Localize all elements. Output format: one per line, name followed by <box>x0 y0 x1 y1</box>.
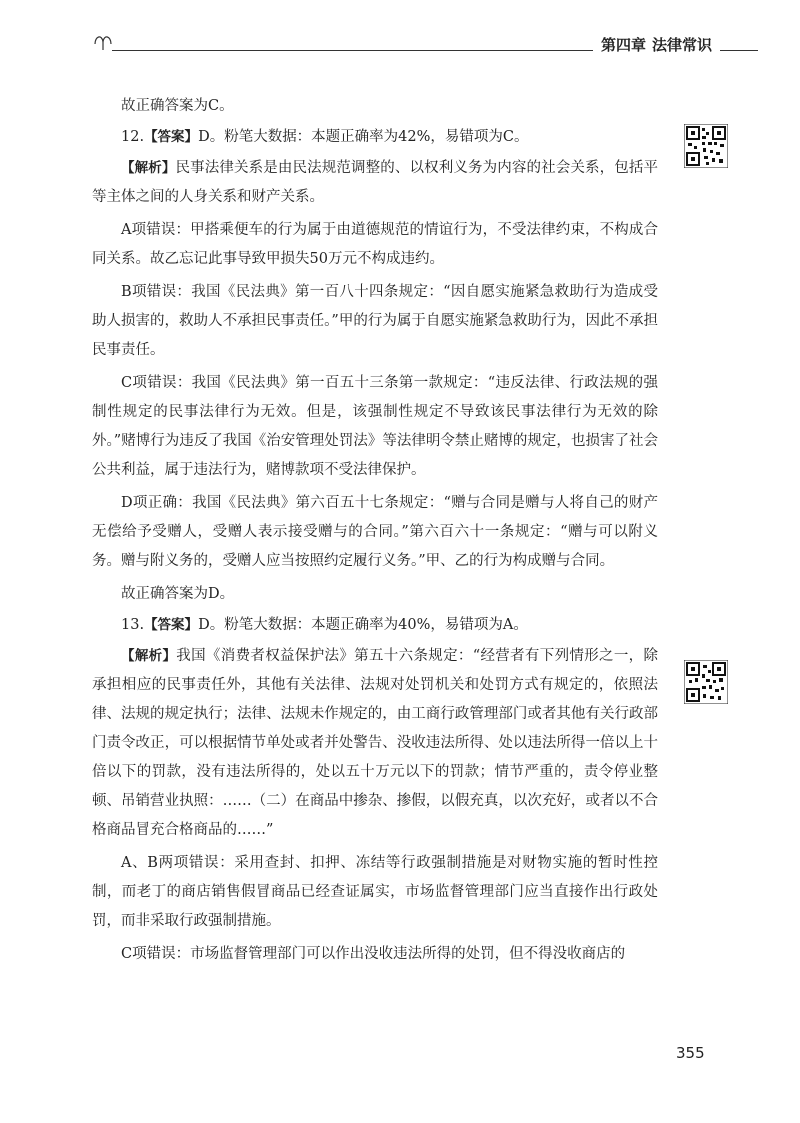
chapter-heading <box>593 34 720 55</box>
chapter-label: 第四章 <box>600 36 646 54</box>
answer-text: D。粉笔大数据：本题正确率为42%，易错项为C。 <box>198 129 529 145</box>
option-a-explanation: A项错误：甲搭乘便车的行为属于由道德规范的情谊行为，不受法律约束，不构成合同关系。故乙忘记此事导致甲损失50万元不构成违约。 <box>92 222 658 267</box>
question-13-answer <box>92 611 658 640</box>
qr-code-graphic <box>684 124 728 168</box>
option-b-explanation: B项错误：我国《民法典》第一百八十四条规定：“因自愿实施紧急救助行为造成受助人损害的，救助人不承担民事责任。”甲的行为属于自愿实施紧急救助行为，因此不承担民事责任。 <box>92 284 658 358</box>
option-c-explanation: C项错误：市场监督管理部门可以作出没收违法所得的处罚，但不得没收商店的 <box>121 946 626 962</box>
answer-tag: 【答案】 <box>144 617 199 633</box>
question-number: 13. <box>121 617 145 633</box>
question-number: 12. <box>121 129 145 145</box>
analysis-tag: 【解析】 <box>121 160 176 176</box>
answer-tag: 【答案】 <box>144 129 199 145</box>
qr-code-icon[interactable] <box>684 660 728 704</box>
question-12-conclusion: 故正确答案为D。 <box>121 586 235 602</box>
answer-text: D。粉笔大数据：本题正确率为40%，易错项为A。 <box>198 617 528 633</box>
option-ab-explanation: A、B两项错误：采用查封、扣押、冻结等行政强制措施是对财物实施的暂时性控制，而老丁的商店销售假冒商品已经查证属实，市场监督管理部门应当直接作出行政处罚，而非采取行政强制措施。 <box>92 855 658 929</box>
page-number: 355 <box>676 1044 705 1062</box>
question-12-analysis <box>92 154 658 212</box>
analysis-text: 民事法律关系是由民法规范调整的、以权利义务为内容的社会关系，包括平等主体之间的人身关系和财产关系。 <box>92 160 658 205</box>
answer-conclusion-prev: 故正确答案为C。 <box>121 98 234 114</box>
analysis-tag: 【解析】 <box>121 648 177 664</box>
leaf-icon <box>92 30 114 52</box>
qr-code-graphic <box>684 660 728 704</box>
section-label: 法律常识 <box>651 36 712 54</box>
option-c-explanation: C项错误：我国《民法典》第一百五十三条第一款规定：“违反法律、行政法规的强制性规定的民事法律行为无效。但是，该强制性规定不导致该民事法律行为无效的除外。”赌博行为违反了我国《治安管理处罚法》等法律明令禁止赌博的规定，也损害了社会公共利益，属于违法行为，赌博款项不受法律保护。 <box>92 375 658 478</box>
page-header <box>92 28 758 58</box>
qr-code-icon[interactable] <box>684 124 728 168</box>
question-12-answer <box>92 123 658 152</box>
option-d-explanation: D项正确：我国《民法典》第六百五十七条规定：“赠与合同是赠与人将自己的财产无偿给予受赠人，受赠人表示接受赠与的合同。”第六百六十一条规定：“赠与可以附义务。赠与附义务的，受赠人应当按照约定履行义务。”甲、乙的行为构成赠与合同。 <box>92 495 658 569</box>
page-body <box>92 92 658 973</box>
question-13-analysis <box>92 642 658 845</box>
analysis-text: 我国《消费者权益保护法》第五十六条规定：“经营者有下列情形之一，除承担相应的民事责任外，其他有关法律、法规对处罚机关和处罚方式有规定的，依照法律、法规的规定执行；法律、法规未作规定的，由工商行政管理部门或者其他有关行政部门责令改正，可以根据情节单处或者并处警告、没收违法所得、处以违法所得一倍以上十倍以下的罚款，没有违法所得的，处以五十万元以下的罚款；情节严重的，责令停业整顿、吊销营业执照：……（二）在商品中掺杂、掺假，以假充真，以次充好，或者以不合格商品冒充合格商品的……” <box>92 648 658 838</box>
